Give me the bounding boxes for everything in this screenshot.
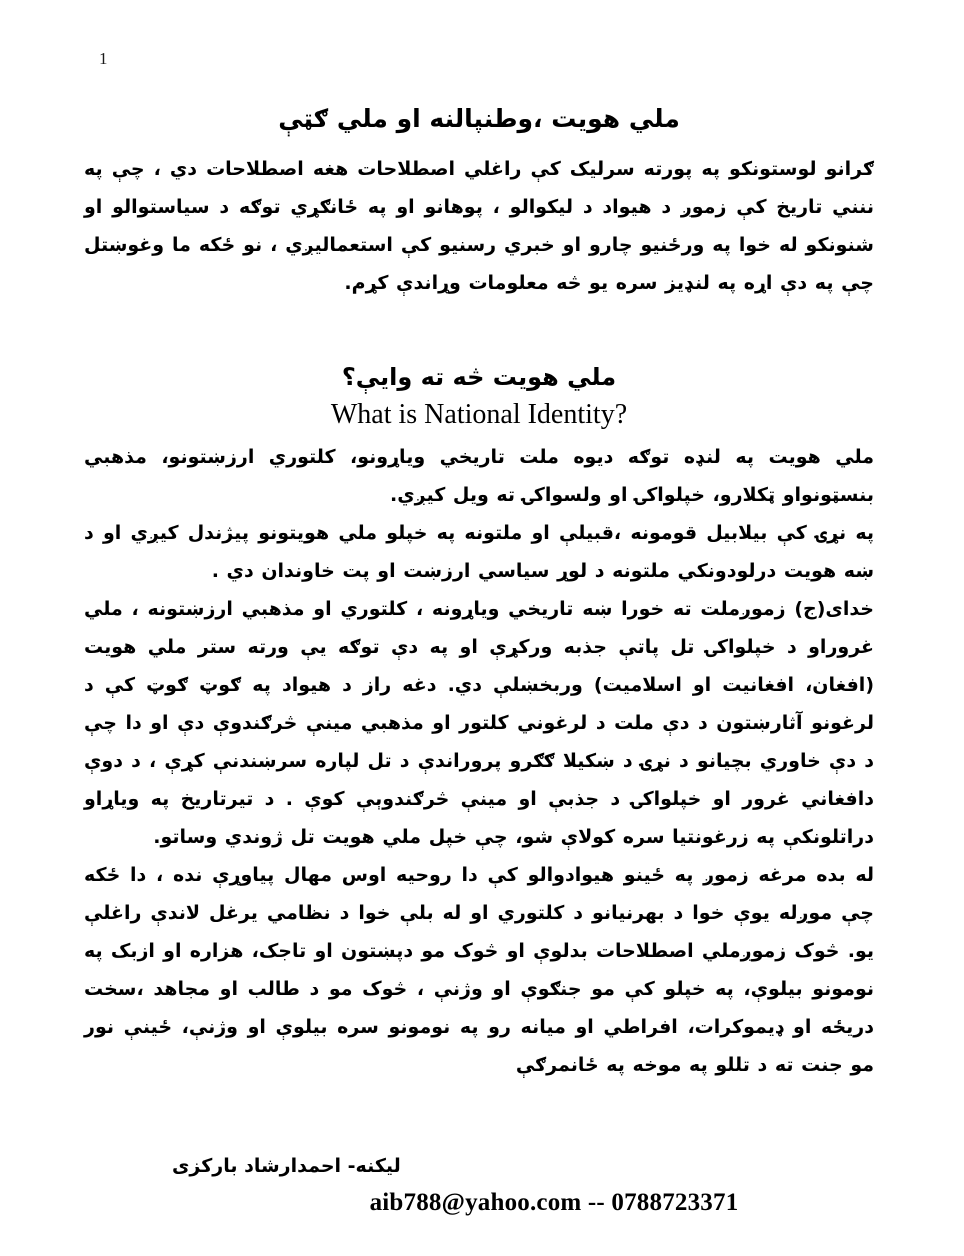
- intro-paragraph: ګرانو لوستونکو په پورته سرلیک کې راغلي اصطلاحات هغه اصطلاحات دي ، چې په ننني تاریخ کې زموږ د هیواد د لیکوالو ، پوهانو او په ځانګړي توګه د سیاستوالو او شنونکو له خوا په ورځنیو چارو او خبري رسنیو کې استعمالیږي ، نو ځکه ما وغوښتل چې په دې اړه په لنډیز سره یو څه معلومات وړاندې کړم.: [84, 157, 874, 294]
- page-number: 1: [99, 49, 108, 68]
- section-paragraph-4: له بده مرغه زموږ په ځینو هیوادوالو کې دا روحیه اوس مهال پیاوړې نده ، دا ځکه چې موږله یوې خوا د بهرنیانو د کلتوري او له بلې خوا د نظامي یرغل لاندې راغلې یو. څوک زموږملي اصطلاحات بدلوې او څوک مو دپښتون او تاجک، هزاره او ازبک په نومونو بیلوې، په خپلو کې مو جنګوې او وژنې ، څوک مو د طالب او مجاهد ،سخت دریځه او ډیموکرات، افراطي او میانه رو په نومونو سره بیلوې او وژنې، ځینې نور مو جنت ته د تللو په موخه په ځانمرګې: [84, 863, 874, 1076]
- section-paragraph-2: په نړۍ کې بیلابیل قومونه ،قبیلې او ملتونه په خپلو ملي هویتونو پیژندل کیږي او د ښه هویت درلودونکي ملتونه د لوړ سیاسي ارزښت او پت خاوندان دي .: [84, 521, 874, 582]
- document-title: ملي هویت ،وطنپالنه او ملي ګټې: [278, 104, 680, 133]
- section-heading-pashto: ملي هویت څه ته وایې؟: [341, 362, 617, 391]
- footer-author: لیکنه- احمدارشاد بارکزی: [172, 1154, 401, 1177]
- document-content: [84, 100, 874, 1084]
- section-paragraph-1: ملي هویت په لنډه توګه دیوه ملت تاریخي ویاړونو، کلتوري ارزښتونو، مذهبي بنسټونواو ټکلارو، خپلواکۍ او ولسواکۍ ته ویل کیږي.: [84, 445, 874, 506]
- document-footer: [84, 1152, 874, 1220]
- section-paragraph-3: خدای(ج) زموږملت ته خورا ښه تاریخي ویاړونه ، کلتوري او مذهبي ارزښتونه ، ملي غروراو د خپلواکۍ تل پاتې جذبه ورکړې او په دې توګه یې ورته ستر ملي هویت (افغان، افغانیت او اسلامیت) وربخښلې دي. دغه راز د هیواد په ګوټ ګوټ کې د لرغونو آثارښتون د دې ملت د لرغوني کلتور او مذهبي مینې څرګندوې دې او دا چې د دې خاوري بچیانو د نړۍ د ښکیلا ګګرو پروراندې د تل لپاره سرښندنې کړې ، د دوې دافغاني غرور او خپلواکۍ د جذبې او مینې څرګندوېې کوې . د تیرتاریخ په ویاړاو دراتلونکې په زرغونتیا سره کولاې شو، چې خپل ملي هویت تل ژوندي وساتو.: [84, 597, 874, 848]
- footer-contact[interactable]: aib788@yahoo.com -- 0788723371: [369, 1189, 739, 1217]
- section-spacer: [84, 302, 874, 358]
- section-heading-english: What is National Identity?: [330, 398, 628, 430]
